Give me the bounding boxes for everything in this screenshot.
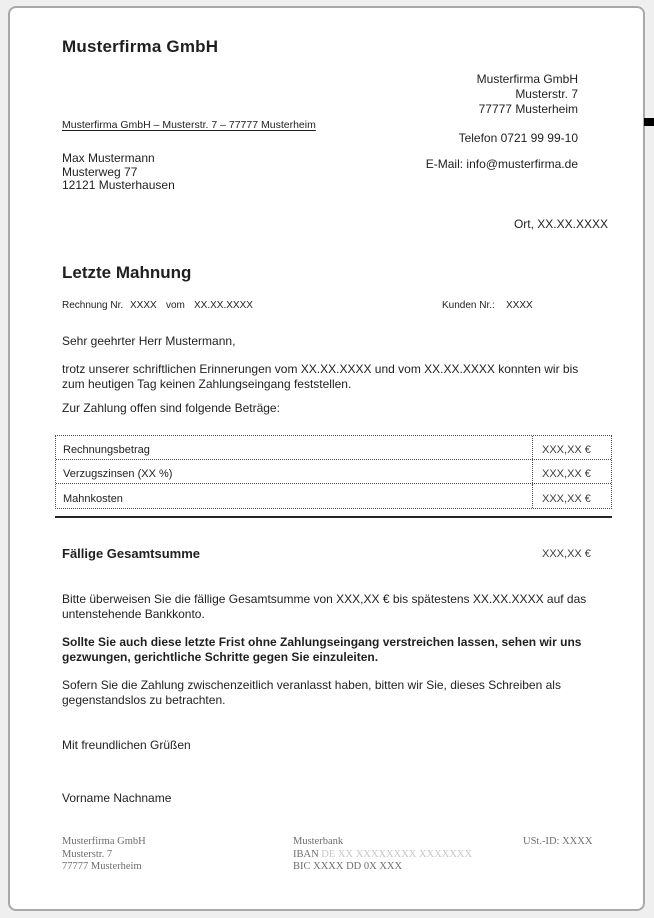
amount-row-label: Mahnkosten <box>63 493 123 505</box>
contact-company: Musterfirma GmbH <box>476 72 578 86</box>
footer-company-address <box>62 836 146 874</box>
footer-bank-name: Musterbank <box>293 836 344 847</box>
footer-bank-details <box>293 836 472 874</box>
invoice-number-label: Rechnung Nr. <box>62 300 124 311</box>
total-amount: XXX,XX € <box>542 548 591 560</box>
recipient-address <box>62 152 175 193</box>
invoice-number-value: XXXX <box>130 300 157 311</box>
amount-row-label: Verzugszinsen (XX %) <box>63 468 173 480</box>
amount-row-label: Rechnungsbetrag <box>63 444 150 456</box>
paragraph-courtesy-note: Sofern Sie die Zahlung zwischenzeitlich veranlasst haben, bitten wir Sie, dieses Schreiben als gegenstandslos zu betrachten. <box>62 678 561 707</box>
invoice-from-label: vom <box>166 300 185 311</box>
company-name: Musterfirma GmbH <box>62 37 219 56</box>
footer-company-city: 77777 Musterheim <box>62 861 142 872</box>
invoice-date-value: XX.XX.XXXX <box>194 300 253 311</box>
reference-line <box>0 300 654 314</box>
contact-email: E-Mail: info@musterfirma.de <box>425 157 578 171</box>
total-divider-line <box>55 516 612 518</box>
closing-greeting: Mit freundlichen Grüßen <box>62 738 191 752</box>
iban-value: DE XX XXXXXXXX XXXXXXX <box>321 848 473 860</box>
footer-iban-line <box>293 849 472 862</box>
table-row <box>56 460 611 484</box>
signature-name: Vorname Nachname <box>62 791 172 805</box>
paragraph-intro: trotz unserer schriftlichen Erinnerungen vom XX.XX.XXXX und vom XX.XX.XXXX konnten wir bis zum heutigen Tag keinen Zahlungseingang feststellen. <box>62 362 579 391</box>
salutation: Sehr geehrter Herr Mustermann, <box>62 334 236 348</box>
table-row <box>56 436 611 460</box>
paragraph-amounts-lead: Zur Zahlung offen sind folgende Beträge: <box>62 401 280 415</box>
paragraph-legal-warning: Sollte Sie auch diese letzte Frist ohne Zahlungseingang verstreichen lassen, sehen wir uns gezwungen, gerichtliche Schritte gegen Sie einzuleiten. <box>62 635 582 664</box>
customer-number-label: Kunden Nr.: <box>442 300 495 311</box>
recipient-name: Max Mustermann <box>62 151 155 165</box>
contact-phone: Telefon 0721 99 99-10 <box>458 131 578 145</box>
recipient-city: 12121 Musterhausen <box>62 178 175 192</box>
amount-row-value: XXX,XX € <box>532 436 611 459</box>
contact-street: Musterstr. 7 <box>515 87 578 101</box>
contact-city: 77777 Musterheim <box>478 102 578 116</box>
amount-row-value: XXX,XX € <box>532 484 611 508</box>
fold-mark <box>644 118 654 126</box>
header-contact-address <box>477 72 578 117</box>
footer-company-name: Musterfirma GmbH <box>62 836 146 847</box>
customer-number-value: XXXX <box>506 300 533 311</box>
sender-return-address: Musterfirma GmbH – Musterstr. 7 – 77777 Musterheim <box>62 119 316 131</box>
amounts-table <box>55 435 612 509</box>
footer-bic-line: BIC XXXX DD 0X XXX <box>293 861 403 872</box>
iban-label: IBAN <box>293 848 322 860</box>
footer-vat-id: USt.-ID: XXXX <box>523 836 593 847</box>
recipient-street: Musterweg 77 <box>62 164 138 179</box>
subject-heading: Letzte Mahnung <box>62 263 192 282</box>
paragraph-payment-request: Bitte überweisen Sie die fällige Gesamtsumme von XXX,XX € bis spätestens XX.XX.XXXX auf das untenstehende Bankkonto. <box>62 592 587 621</box>
place-date-line: Ort, XX.XX.XXXX <box>513 217 608 231</box>
total-label: Fällige Gesamtsumme <box>62 546 200 561</box>
table-row <box>56 484 611 508</box>
amount-row-value: XXX,XX € <box>532 460 611 483</box>
footer-company-street: Musterstr. 7 <box>62 848 113 860</box>
